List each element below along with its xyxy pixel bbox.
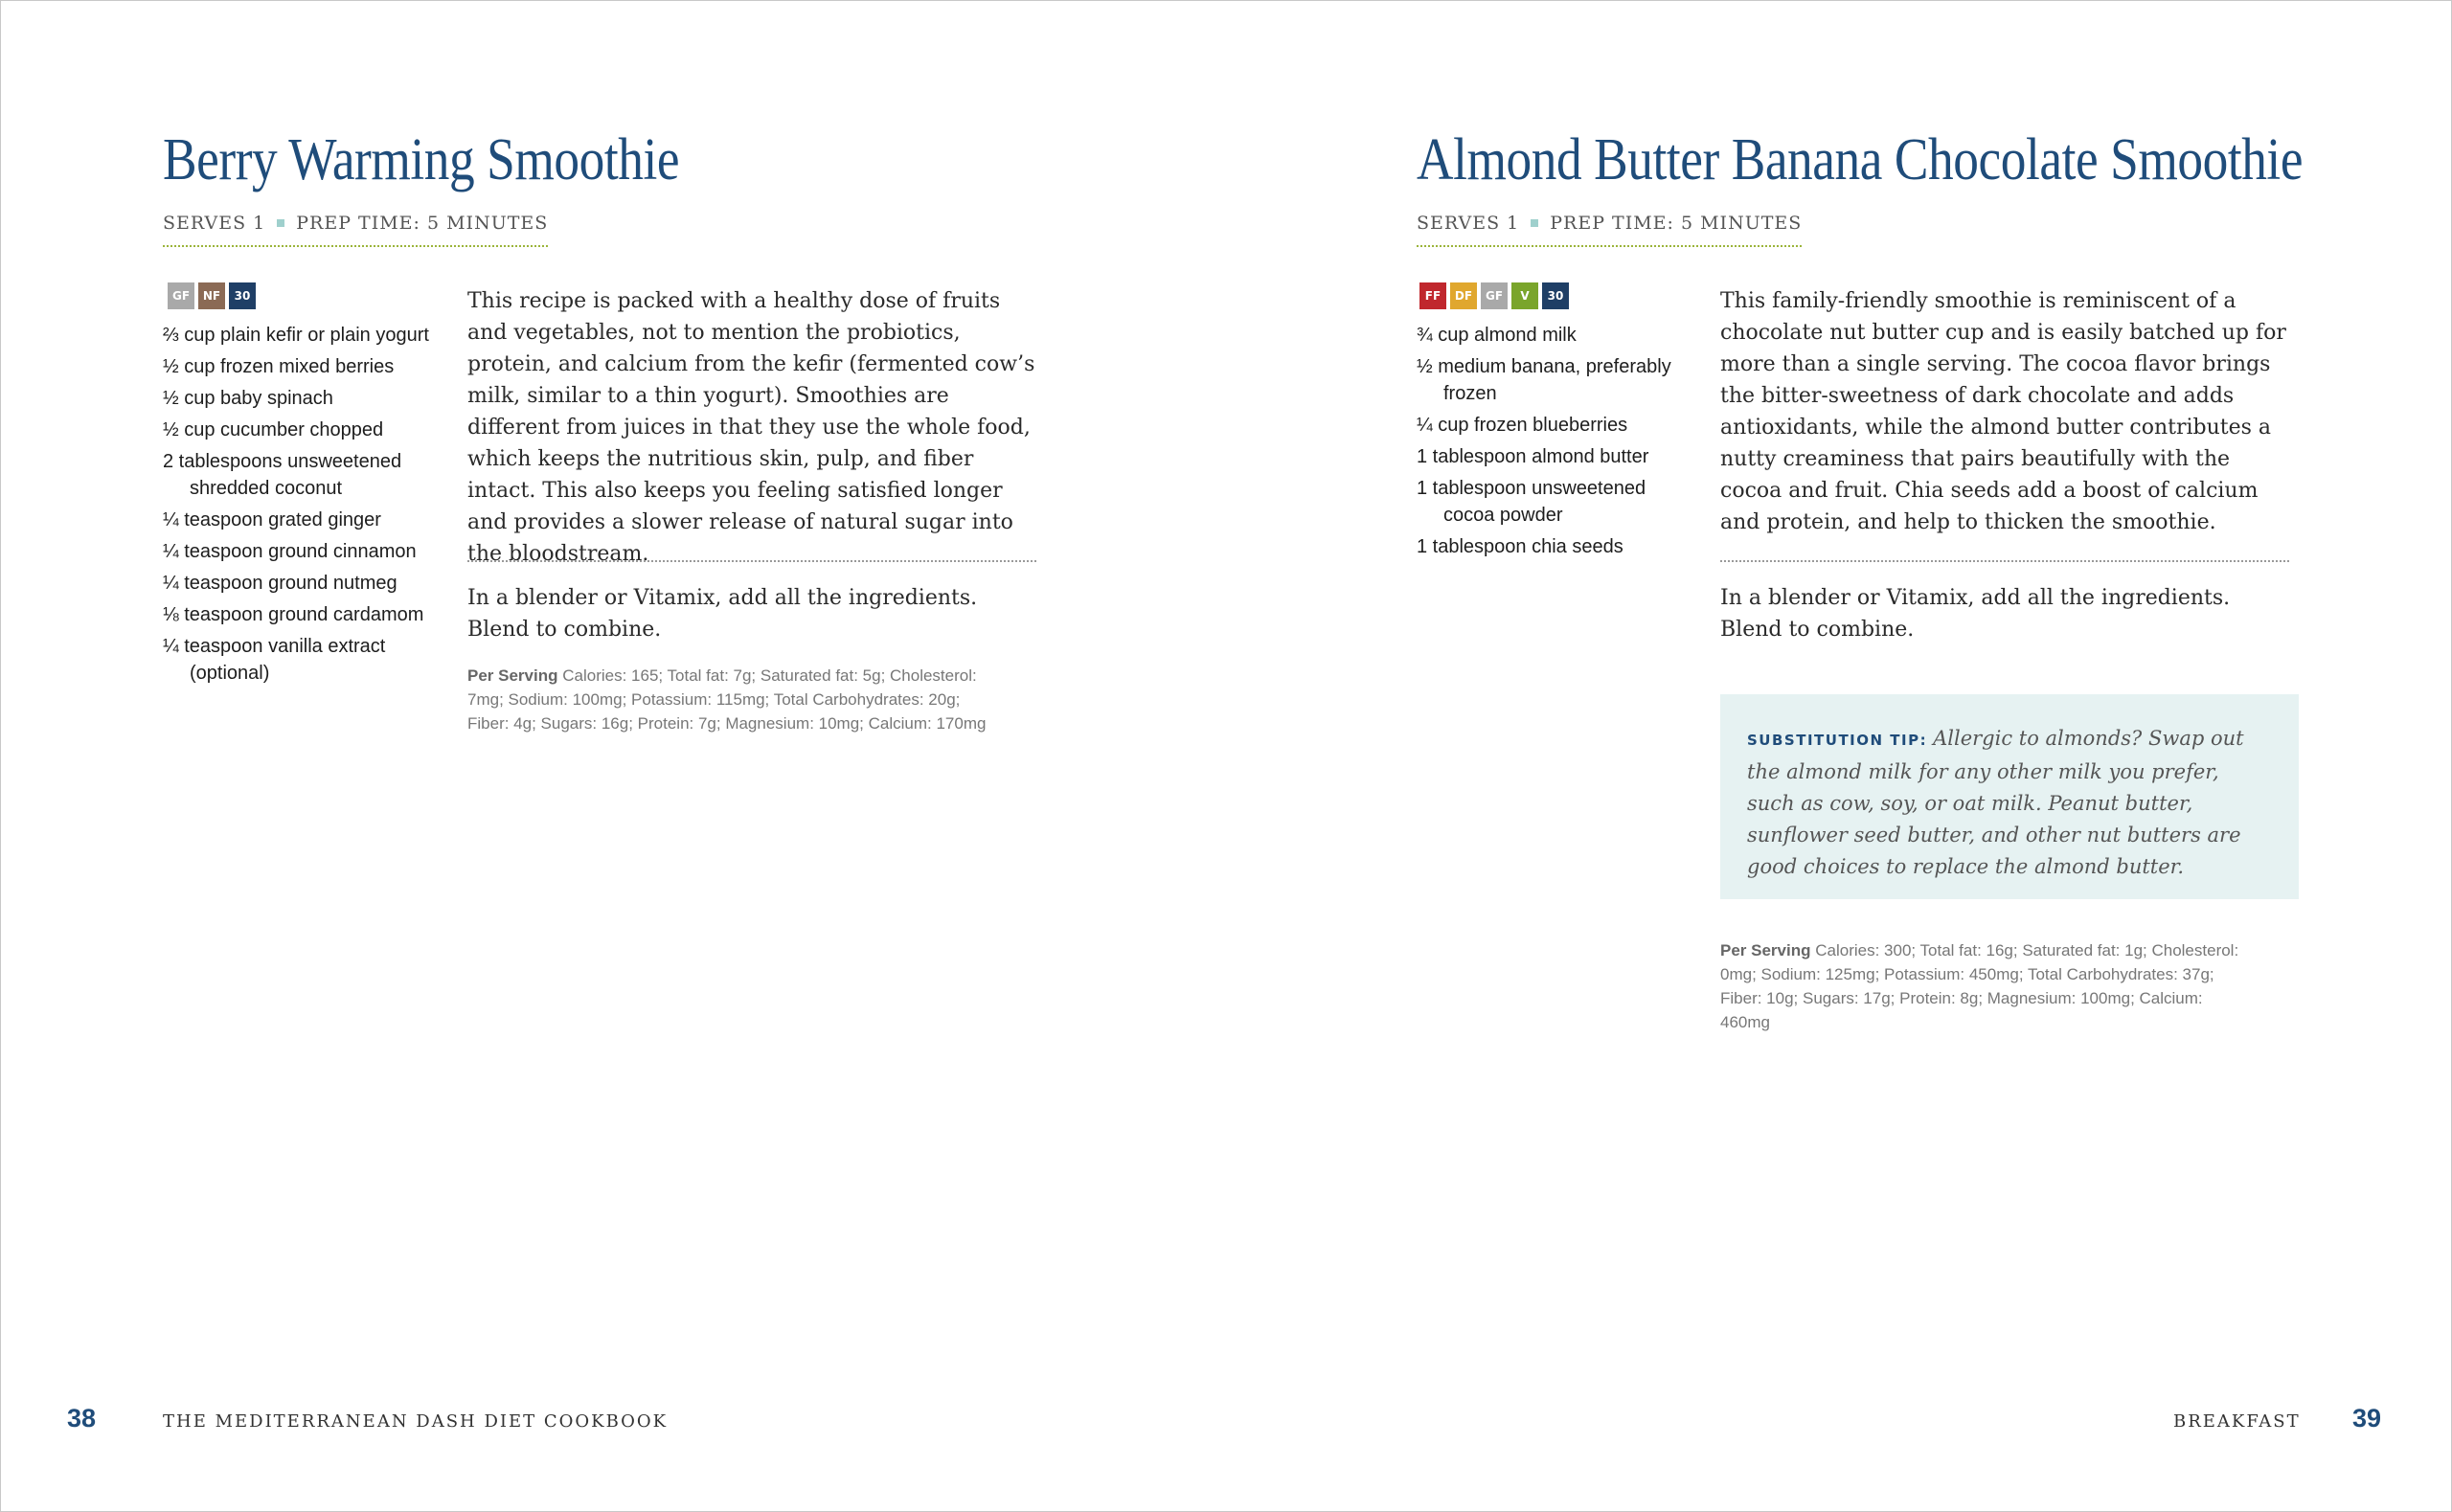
badge-gf: GF: [1481, 282, 1508, 309]
section-divider: [467, 560, 1036, 562]
dietary-badges: [168, 282, 256, 309]
badge-df: DF: [1450, 282, 1477, 309]
recipe-intro: This family-friendly smoothie is reminiscent of a chocolate nut butter cup and is easily batched up for more than a single serving. The cocoa flavor brings the bitter-sweetness of dark chocolate and adds antioxidants, while the almond butter contributes a nutty creaminess that pairs beautifully with the cocoa and fruit. Chia seeds add a boost of calcium and protein, and help to thicken the smoothie.: [1720, 289, 2286, 534]
nutrition-info: [467, 664, 1004, 735]
page-number: 39: [2352, 1404, 2382, 1433]
recipe-title: Berry Warming Smoothie: [163, 127, 680, 192]
recipe-method: In a blender or Vitamix, add all the ingredients. Blend to combine.: [467, 586, 978, 642]
running-head: BREAKFAST: [2173, 1411, 2301, 1432]
ingredient-item: 1 tablespoon almond butter: [1417, 446, 1649, 467]
ingredient-item: ½ cup cucumber chopped: [163, 419, 384, 440]
badge-ff: FF: [1419, 282, 1446, 309]
ingredient-item: ½ cup baby spinach: [163, 388, 333, 409]
ingredient-item: ½ cup frozen mixed berries: [163, 356, 395, 377]
substitution-tip: [1720, 694, 2299, 899]
prep-time-label: PREP TIME: 5 MINUTES: [1550, 213, 1803, 234]
recipe-intro: This recipe is packed with a healthy dose of fruits and vegetables, not to mention the probiotics, protein, and calcium from the kefir (fermented cow’s milk, similar to a thin yogurt). Smoothies are different from juices in that they use the whole food, which keeps the nutritious skin, pulp, and fiber intact. This also keeps you feeling satisfied longer and provides a slower release of natural sugar into the bloodstream.: [467, 289, 1035, 566]
ingredient-list: [1417, 322, 1694, 565]
nutrition-values: Calories: 165; Total fat: 7g; Saturated fat: 5g; Cholesterol: 7mg; Sodium: 100mg; Potassium: 115mg; Total Carbohydrates: 20g; Fiber: 4g; Sugars: 16g; Protein: 7g; Magnesium: 10mg; Calcium: 170mg: [467, 666, 987, 733]
dietary-badges: [1419, 282, 1569, 309]
recipe-title: Almond Butter Banana Chocolate Smoothie: [1417, 127, 2304, 192]
tip-label: SUBSTITUTION TIP:: [1747, 732, 1928, 749]
ingredient-item: 2 tablespoons unsweetened shredded coconut: [163, 451, 402, 499]
ingredient-item: ½ medium banana, preferably frozen: [1417, 356, 1671, 404]
recipe-meta: [163, 213, 548, 247]
ingredient-item: ¼ teaspoon ground cinnamon: [163, 541, 417, 562]
ingredient-item: ¼ teaspoon ground nutmeg: [163, 573, 397, 594]
serves-label: SERVES 1: [1417, 213, 1520, 234]
ingredient-item: 1 tablespoon chia seeds: [1417, 536, 1623, 557]
ingredient-item: ¼ teaspoon grated ginger: [163, 509, 381, 530]
badge-gf: GF: [168, 282, 194, 309]
meta-separator: [277, 219, 284, 227]
ingredient-item: ⅔ cup plain kefir or plain yogurt: [163, 325, 429, 346]
prep-time-label: PREP TIME: 5 MINUTES: [296, 213, 549, 234]
ingredient-item: ¼ cup frozen blueberries: [1417, 415, 1628, 436]
recipe-meta: [1417, 213, 1802, 247]
badge-30: 30: [1542, 282, 1569, 309]
meta-separator: [1531, 219, 1538, 227]
recipe-method: In a blender or Vitamix, add all the ingredients. Blend to combine.: [1720, 586, 2231, 642]
nutrition-values: Calories: 300; Total fat: 16g; Saturated fat: 1g; Cholesterol: 0mg; Sodium: 125mg; Potassium: 450mg; Total Carbohydrates: 37g; Fiber: 10g; Sugars: 17g; Protein: 8g; Magnesium: 100mg; Calcium: 460mg: [1720, 941, 2239, 1031]
nutrition-info: [1720, 938, 2257, 1034]
tip-body: [1747, 723, 2272, 883]
badge-v: V: [1511, 282, 1538, 309]
section-divider: [1720, 560, 2289, 562]
tip-text: Allergic to almonds? Swap out the almond milk for any other milk you prefer, such as cow, soy, or oat milk. Peanut butter, sunflower seed butter, and other nut butters are good choices to replace the almond butter.: [1747, 727, 2244, 878]
badge-nf: NF: [198, 282, 225, 309]
ingredient-list: [163, 322, 441, 691]
ingredient-item: 1 tablespoon unsweetened cocoa powder: [1417, 478, 1646, 526]
running-head: THE MEDITERRANEAN DASH DIET COOKBOOK: [163, 1411, 669, 1432]
page-number: 38: [67, 1404, 97, 1433]
ingredient-item: ¼ teaspoon vanilla extract (optional): [163, 636, 386, 684]
serves-label: SERVES 1: [163, 213, 266, 234]
nutrition-label: Per Serving: [1720, 941, 1811, 959]
badge-30: 30: [229, 282, 256, 309]
ingredient-item: ⅛ teaspoon ground cardamom: [163, 604, 424, 625]
nutrition-label: Per Serving: [467, 666, 558, 685]
ingredient-item: ¾ cup almond milk: [1417, 325, 1577, 346]
